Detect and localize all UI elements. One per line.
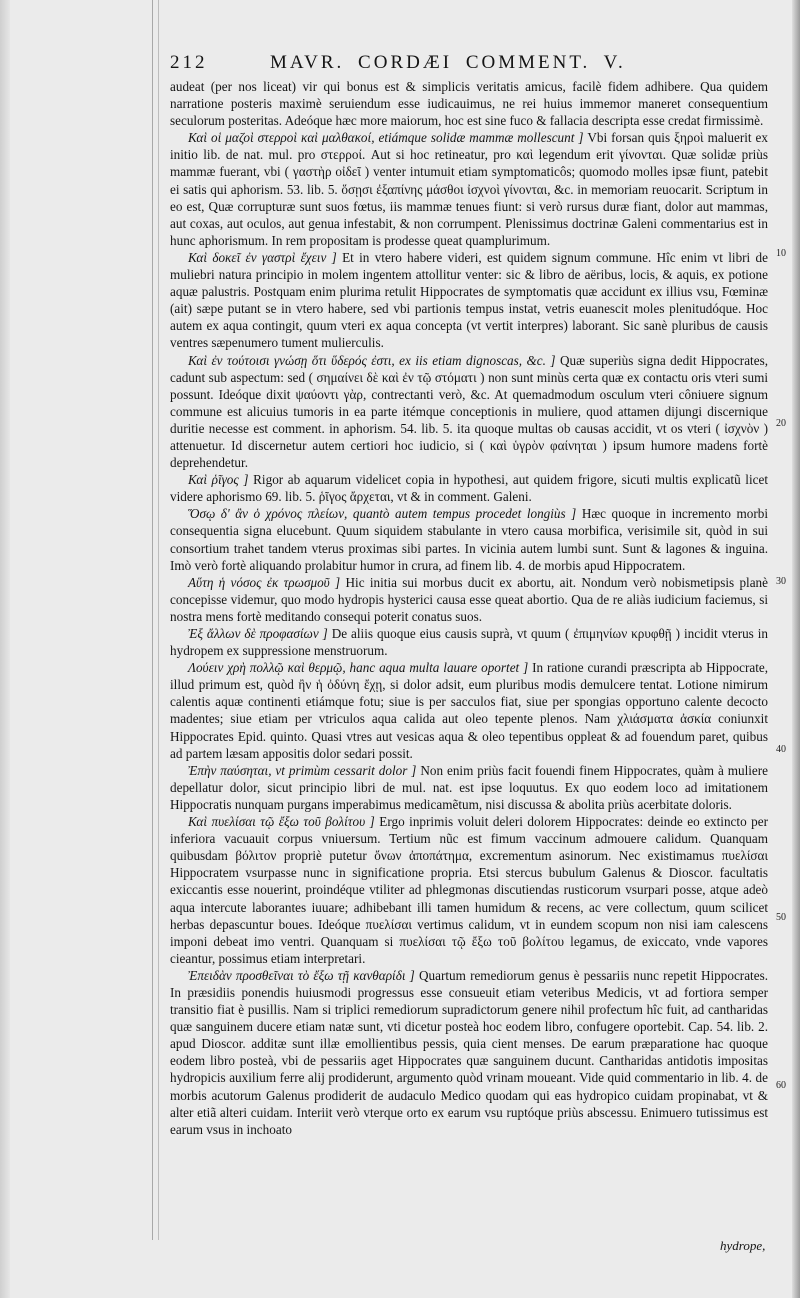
paragraph-text: Rigor ab aquarum videlicet copia in hypothesi, aut quidem frigore, sicuti multis explicatũ licet videre aphorismo 69. lib. 5. ῥῖγος ἄρχεται, vt & in comment. Galeni.: [170, 472, 769, 505]
paragraph-text: Quæ superiùs signa dedit Hippocrates, cadunt sub aspectum: sed ( σημαίνει δὲ καὶ ἐν τῷ στόματι ) non sunt minùs certa quæ ex contactu oris vteri sumi possunt. Ideóque dixit ψαύοντι γὰρ, contrectanti verò, &c. At quemadmodum osculum vteri côniuere signum commune est alicuius tumoris in ea parte itémque conceptionis in muliere, quod attamen dijungi discernique duritie necesse est comment. in aphorism. 54. lib. 5. ita quoque multas ob causas accidit, vt os vteri ( ἰσχνὸν ) attenuetur. Id discernetur autem certiori hoc iudicio, si ( καὶ ὑγρὸν φαίνηται ) ipsum humore madens fortè deprehendetur.: [170, 352, 768, 471]
catchword: hydrope,: [720, 1238, 766, 1253]
lemma: Ἐπειδὰν προσθεῖναι τὸ ἔξω τῇ κανθαρίδι ]: [188, 967, 415, 983]
paragraph: [170, 967, 768, 1138]
paragraph-text: Hæc quoque in incremento morbi consequentia signa elucebunt. Quum siquidem stabulante in vtero causa morbifica, verisimile sit, quòd in sui consortium trahet tandem vterus proximas sibi partes. In vicinia autem lumbi sunt. Sunt & lagones & inguina. Imò verò fortè aliquando prolabitur humor in crura, ad finem lib. 4. de morbis apud Hippocratem.: [170, 506, 769, 573]
margin-line-number: 10: [776, 248, 786, 259]
lemma: Ὅσῳ δ' ἂν ὁ χρόνος πλείων, quantò autem tempus procedet longiùs ]: [188, 506, 577, 522]
running-head: MAVR. CORDÆI COMMENT. V.: [270, 52, 626, 73]
page-edge-left: [0, 0, 10, 1298]
paragraph-text: In ratione curandi præscripta ab Hippocrate, illud primum est, quòd ἢν ἡ ὀδύνη ἔχῃ, si dolor adsit, eum pluribus modis demulcere tentat. Lotione nimirum calentis aquæ continenti etiámque fotu; siue is per sacculos fiat, siue per spongias opportuno calente decocto madentes; siue etiam per vtriculos aqua calida aut oleo tepente plenos. Nam χλιάσματα ἀσκία coniunxit Hippocrates Epid. quinto. Quasi vtres aut vesicas aqua & oleo tepentibus oppleat & ad fouendum paret, quibus ad partem læsam appositis dolor sedari possit.: [170, 660, 769, 761]
paragraph-text: De aliis quoque eius causis suprà, vt quum ( ἐπιμηνίων κρυφθῇ ) incidit vterus in hydropem ex suppressione menstruorum.: [170, 626, 769, 659]
paragraph-text: Quartum remediorum genus è pessariis nunc repetit Hippocrates. In præsidiis ponendis huiusmodi progressus esse consueuit etiam veteribus Medicis, vt ad fortiora semper transitio fiat è pusillis. Nam si triplici remediorum supradictorum genere nihil profectum hîc fuit, ad cantharidas quæ sanguinem ducere etiam natæ sunt, vti dicetur posteà hoc eodem libro, confugere oportebit. Cap. 54. lib. 2. apud Dioscor. additæ sunt illæ emollientibus pessis, quia cient menses. De earum præparatione hac quoque eodem libro posteà, vbi de pessariis aget Hippocrates quæ sanguinem ducunt. Cantharidas antidotis impositas hydropicis auxilium ferre alij prodiderunt, argumento quòd vrinam moueant. Vide quid commentario in lib. 4. de morbis acutorum Galenus prodiderit de audaculo Medico quodam qui eas hydropico cuidam propinabat, vt & alter etiã alteri cuidam. Interiit verò vterque orto ex earum vsu ruptóque priùs abscessu. Enimuero tutissimus est earum vsus in inchoato: [170, 967, 768, 1137]
commentary-text: [170, 78, 768, 1138]
running-header: [170, 52, 770, 80]
paragraph: [170, 249, 768, 352]
lemma: Καὶ ῥῖγος ]: [188, 472, 249, 488]
lemma: Ἐξ ἄλλων δὲ προφασίων ]: [188, 626, 328, 641]
margin-rule-inner: [158, 0, 159, 1240]
paragraph: [170, 505, 768, 573]
margin-line-number: 40: [776, 744, 786, 755]
margin-rule: [152, 0, 153, 1240]
lemma: Καὶ δοκεῖ ἐν γαστρὶ ἔχειν ]: [188, 249, 337, 265]
page-number: 212: [170, 52, 208, 73]
paragraph: [170, 574, 768, 625]
paragraph: [170, 78, 768, 129]
lemma: Καὶ οἱ μαζοὶ στερροὶ καὶ μαλθακοί, etiámque solidæ mammæ mollescunt ]: [188, 130, 584, 146]
lemma: Ἐπὴν παύσηται, vt primùm cessarit dolor ]: [188, 762, 417, 778]
margin-line-number: 20: [776, 418, 786, 429]
margin-line-number: 30: [776, 576, 786, 587]
paragraph: [170, 129, 768, 249]
paragraph-text: Non enim priùs facit fouendi finem Hippocrates, quàm à muliere depellatur dolor, sicut principio libri de mul. nat. est ipse loquutus. Ex quo eodem loco ad imitationem Hippocratis nunquam purgans imperabimus medicamẽtum, nisi discussa & abolita priùs acerbitate doloris.: [170, 762, 769, 812]
paragraph: [170, 659, 768, 762]
paragraph: [170, 352, 768, 472]
paragraph-text: Vbi forsan quis ξηροὶ maluerit ex initio lib. de nat. mul. pro στερροί. Aut si hoc retineatur, pro καὶ legendum erit γίνονται. Quæ solidæ priùs mammæ fuerant, vbi ( γαστὴρ οἰδεῖ ) venter intumuit etiam symptomaticôs; quomodo molles ipsæ fiunt, patebit ei satis qui aphorism. 53. lib. 5. ὅσῃσι ἐξαπίνης μάσθοι ἰσχνοὶ γίνονται, &c. in memoriam reuocarit. Scriptum in eo est, Quæ corrupturæ sunt suos fœtus, iis mammæ tenues fiunt: si verò rursus duræ fiant, dolor aut mammas, aut coxas, aut oculos, aut genua infestabit, & non corrumpent. Plenissimus doctrinæ Galeni commentarius est in hunc aphorismum. In rem propositam is prodesse queat quamplurimum.: [170, 130, 769, 248]
lemma: Καὶ ἐν τούτοισι γνώσῃ ὅτι ὕδερός ἐστι, ex iis etiam dignoscas, &c. ]: [188, 352, 556, 368]
margin-line-number: 50: [776, 912, 786, 923]
margin-line-number: 60: [776, 1080, 786, 1091]
paragraph-text: Hic initia sui morbus ducit ex abortu, ait. Nondum verò nobismetipsis planè concepisse videmur, quo modo hydropis hysterici causa esse queat abortio. Qua de re aliàs iudicium faciemus, si nostra mens fortè meditando consequi poterit conatus suos.: [170, 574, 769, 624]
lemma: Καὶ πυελίσαι τῷ ἔξω τοῦ βολίτου ]: [188, 814, 375, 830]
paragraph-text: audeat (per nos liceat) vir qui bonus est & simplicis veritatis amicus, facilè fidem adhibere. Qua quidem narratione posteris maximè seruiendum esse iudicauimus, ne rei huius immemor maneret consequentium seculorum posteritas. Adeóque hæc more maiorum, hoc est sine fuco & fallacia descripta esse credat firmissimè.: [170, 79, 768, 129]
paragraph-text: Et in vtero habere videri, est quidem signum commune. Hîc enim vt libri de muliebri natura principio in molem ingentem attollitur venter: sic & libro de aëribus, locis, & aquis, ex potione aquæ palustris. Postquam enim plurima retulit Hippocrates de symptomatis quæ accidunt ex illius vsu, Fœminæ (ait) sæpe putant se in vtero habere, sed vbi partionis tempus instat, vetris euanescit moles plenitudóque. Hoc autem ex aqua contingit, quum vteri ex aqua concepta (vt vertit interpres) laborant. Sic sanè pluribus de causis ventres sæpenumero tument mulierculis.: [170, 249, 768, 351]
lemma: Λούειν χρὴ πολλῷ καὶ θερμῷ, hanc aqua multa lauare oportet ]: [188, 660, 529, 676]
paragraph: [170, 762, 768, 813]
paragraph: [170, 625, 768, 659]
page-edge-right: [792, 0, 800, 1298]
paragraph-text: Ergo inprimis voluit deleri dolorem Hippocrates: deinde eo extincto per inferiora vacuauit corpus vniuersum. Tertium nũc est fimum vaccinum admouere calidum. Quanquam quibusdam βόλιτον propriè putetur ὄνων ἀποπάτημα, excrementum asinorum. Nec existimamus πυελίσαι Hippocratem vsurpasse nunc in significatione propria. Etsi stercus bubulum Galenus & Dioscor. facultatis exiccantis esse nouerint, proindéque vtiliter ad phlegmonas discutiendas rusticorum vsurpari posse, atque adeò aqua intercute laborantes iuuare; adhibebant illi tamen humidum & recens, ac vere collectum, quum scilicet herbas depascuntur boues. Ideóque πυελίσαι vertimus calidum, vt in eundem scopum non nisi iam calescens imponi debeat imo ventri. Quanquam si πυελίσαι τῷ ἔξω τοῦ βολίτου legamus, de exiccato, vnde vapores cieantur, possimus etiam interpretari.: [170, 814, 768, 966]
paragraph: [170, 813, 768, 967]
lemma: Αὕτη ἡ νόσος ἐκ τρωσμοῦ ]: [188, 574, 341, 590]
paragraph: [170, 471, 768, 505]
